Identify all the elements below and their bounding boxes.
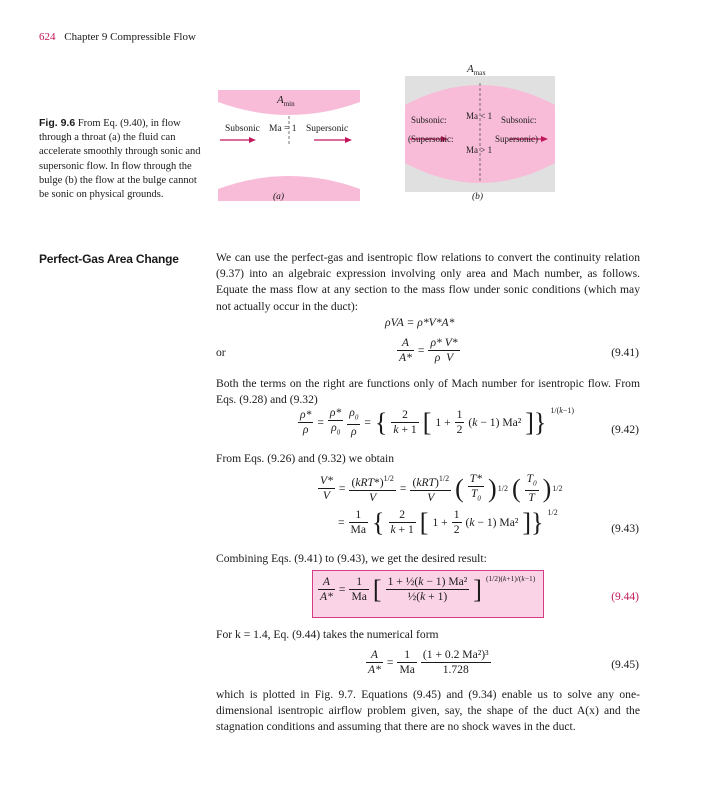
- equation-9-44: $\frac{A}{A*}$ = $\frac{1}{Ma}$ [ $\frac{\text{1 + ½(k − 1) Ma²}}{\text{½(k + 1)}}$ ] (1/2)(k+1)/(k−1): [320, 574, 536, 604]
- equation-9-42: $\frac{\rho*}{\rho}$ = $\frac{\rho*}{\rho_0}$ $\frac{\rho_0}{\rho}$ = { $\frac{2}{k + 1}$ [ 1 + $\frac{1}{2}$ (k − 1) Ma² ]} 1/(k−1): [300, 406, 575, 439]
- b-right-top: Subsonic:: [501, 115, 537, 125]
- paragraph-4: Combining Eqs. (9.41) to (9.43), we get the desired result:: [216, 552, 487, 565]
- caption-label: Fig. 9.6: [39, 117, 76, 129]
- eq-number-9-45: (9.45): [611, 659, 639, 671]
- equation-mass-flow: ρVA = ρ*V*A*: [385, 316, 455, 329]
- equation-9-43-line1: $\frac{V*}{V}$ = $\frac{(kRT*)^{1/2}}{V}$ = $\frac{(kRT)^{1/2}}{V}$ ( $\frac{T*}{T_0}$ ) 1/2 ( $\frac{T_0}{T}$ ) 1/2: [320, 472, 563, 505]
- running-header: [39, 31, 196, 43]
- chapter-title: Chapter 9 Compressible Flow: [64, 31, 196, 43]
- paragraph-2: Both the terms on the right are functions only of Mach number for isentropic flow. From Eqs. (9.28) and (9.32): [216, 377, 640, 407]
- eq-number-9-41: (9.41): [611, 347, 639, 359]
- equation-9-45: $\frac{A}{A*}$ = $\frac{1}{Ma}$ $\frac{\text{(1 + 0.2 Ma²)³}}{1.728}$: [368, 648, 489, 676]
- a-sonic-label: Ma = 1: [269, 124, 297, 134]
- eq-number-9-43: (9.43): [611, 523, 639, 535]
- b-left-top: Subsonic:: [411, 115, 447, 125]
- eq-number-9-42: (9.42): [611, 424, 639, 436]
- paragraph-6: which is plotted in Fig. 9.7. Equations (9.45) and (9.34) enable us to solve any one-dimensional isentropic airflow problem given, say, the shape of the duct A(x) and the stagnation conditions and assuming that there are no shock waves in the duct.: [216, 688, 640, 734]
- page-number: 624: [39, 31, 56, 43]
- equation-9-41: $\frac{A}{A*}$ = $\frac{\rho* V*}{\text{ρ V}}$: [399, 336, 458, 364]
- a-supersonic-label: Supersonic: [306, 124, 349, 134]
- b-right-bot: Supersonic): [495, 134, 538, 144]
- eq45-numerator: (1 + 0.2 Ma²)³: [422, 648, 489, 661]
- equation-9-43-line2: = $\frac{1}{Ma}$ { $\frac{2}{k + 1}$ [ 1 + $\frac{1}{2}$ (k − 1) Ma² ]} 1/2: [338, 507, 558, 537]
- section-heading: Perfect-Gas Area Change: [39, 252, 179, 266]
- a-min-label: $A_{min}$: [277, 94, 295, 108]
- caption-text: From Eq. (9.40), in flow through a throat (a) the fluid can accelerate smoothly through sonic and supersonic flow. In flow through the bulge (b) the flow at the bulge cannot be sonic on physical grounds.: [39, 118, 201, 201]
- paragraph-5: For k = 1.4, Eq. (9.44) takes the numerical form: [216, 628, 439, 641]
- or-label: or: [216, 346, 226, 359]
- paragraph-3: From Eqs. (9.26) and (9.32) we obtain: [216, 452, 395, 465]
- figure-caption: [39, 116, 204, 202]
- eq-number-9-44: (9.44): [611, 591, 639, 603]
- eq45-denominator: 1.728: [442, 663, 469, 676]
- a-subsonic-label: Subsonic: [225, 124, 260, 134]
- a-tag: (a): [273, 192, 285, 202]
- b-max-label: $A_{max}$: [467, 63, 486, 77]
- paragraph-1: We can use the perfect-gas and isentropic flow relations to convert the continuity relation (9.37) into an algebraic expression involving only area and Mach number, as follows. Equate the mass flow at any section to the mass flow under sonic conditions (which may not actually occur in the duct):: [216, 251, 640, 313]
- b-tag: (b): [472, 192, 484, 202]
- b-left-bot: (Supersonic:: [408, 134, 454, 144]
- b-mid-top: Ma < 1: [466, 111, 493, 121]
- b-mid-bot: Ma > 1: [466, 145, 493, 155]
- throat-lower-wall: [218, 176, 360, 201]
